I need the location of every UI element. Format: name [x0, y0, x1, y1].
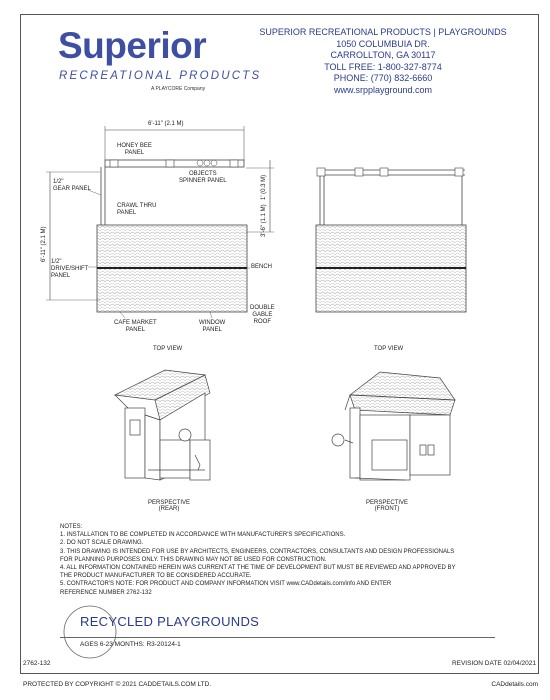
perspective-rear-illustration [115, 370, 210, 480]
double-gable-roof-label: DOUBLE GABLE ROOF [250, 305, 275, 325]
top-view-label-right: TOP VIEW [374, 346, 404, 352]
note-line: 2. DO NOT SCALE DRAWING. [60, 540, 144, 547]
copyright-notice: PROTECTED BY COPYRIGHT © 2021 CADDETAILS.COM LTD. [23, 681, 212, 688]
brand-tagline: A PLAYCORE Company [151, 86, 206, 92]
company-website[interactable]: www.srpplayground.com [333, 84, 433, 95]
perspective-front-label: PERSPECTIVE (FRONT) [366, 500, 409, 512]
revision-date: REVISION DATE 02/04/2021 [451, 660, 536, 667]
height-dimension: 6'-11" (2.1 M) [41, 226, 47, 262]
brand-logo: Superior [58, 25, 207, 66]
window-panel-label: WINDOW PANEL [199, 320, 226, 333]
company-tollfree: TOLL FREE: 1-800-327-8774 [324, 61, 442, 72]
note-line: FOR PLANNING PURPOSES ONLY. THIS DRAWING MAY NOT BE USED FOR CONSTRUCTION. [60, 556, 327, 563]
company-phone: PHONE: (770) 832-6660 [333, 73, 433, 84]
note-line: THE PRODUCT MANUFACTURER TO BE CONSIDERED ACCURATE. [60, 573, 252, 580]
reference-number: 2762-132 [23, 660, 51, 667]
notes-section [60, 523, 490, 597]
note-line: REFERENCE NUMBER 2762-132 [60, 589, 152, 596]
drawing-title: RECYCLED PLAYGROUNDS [80, 614, 260, 629]
title-divider [60, 637, 495, 638]
crawl-thru-panel-label: CRAWL THRU PANEL [117, 203, 157, 216]
company-city: CARROLLTON, GA 30117 [330, 50, 436, 61]
honey-bee-panel-label: HONEY BEE PANEL [117, 143, 152, 156]
brand-subtitle: RECREATIONAL PRODUCTS [59, 70, 262, 82]
drawing-subtitle: AGES 6-23 MONTHS: R3-20124-1 [80, 641, 181, 648]
side-dimension-1: 1' (0.3 M) [261, 174, 267, 200]
company-name: SUPERIOR RECREATIONAL PRODUCTS | PLAYGROUNDS [259, 27, 507, 37]
notes-heading: NOTES: [60, 524, 83, 530]
side-dimension-2: 3'-6" (1.1 M) [261, 204, 267, 237]
note-line: 3. THIS DRAWING IS INTENDED FOR USE BY ARCHITECTS, ENGINEERS, CONTRACTORS, CONSULTANTS AND DESIGN PROFESSIONALS [60, 548, 455, 555]
perspective-rear-label: PERSPECTIVE (REAR) [148, 500, 191, 512]
drive-shift-panel-label: 1/2" DRIVE/SHIFT PANEL [51, 259, 89, 279]
top-view-right [316, 168, 466, 312]
note-line: 5. CONTRACTOR'S NOTE: FOR PRODUCT AND COMPANY INFORMATION VISIT www.CADdetails.com/info AND ENTER [60, 581, 392, 588]
objects-spinner-panel-label: OBJECTS SPINNER PANEL [179, 171, 227, 184]
top-view-label-left: TOP VIEW [153, 346, 183, 352]
note-line: 4. ALL INFORMATION CONTAINED HEREIN WAS CURRENT AT THE TIME OF DEVELOPMENT BUT MUST BE REVIEWED AND APPROVED BY [60, 565, 456, 572]
cafe-market-panel-label: CAFE MARKET PANEL [114, 320, 157, 333]
note-line: 1. INSTALLATION TO BE COMPLETED IN ACCORDANCE WITH MANUFACTURER'S SPECIFICATIONS. [60, 532, 346, 539]
width-dimension: 6'-11" (2.1 M) [148, 121, 184, 127]
top-view-left [46, 126, 274, 318]
company-street: 1050 COLUMBUIA DR. [336, 38, 430, 49]
gear-panel-label: 1/2" GEAR PANEL [53, 179, 91, 192]
bench-label: BENCH [251, 264, 273, 270]
perspective-front-illustration [332, 372, 455, 480]
caddetails-link[interactable]: CADdetails.com [491, 681, 538, 688]
